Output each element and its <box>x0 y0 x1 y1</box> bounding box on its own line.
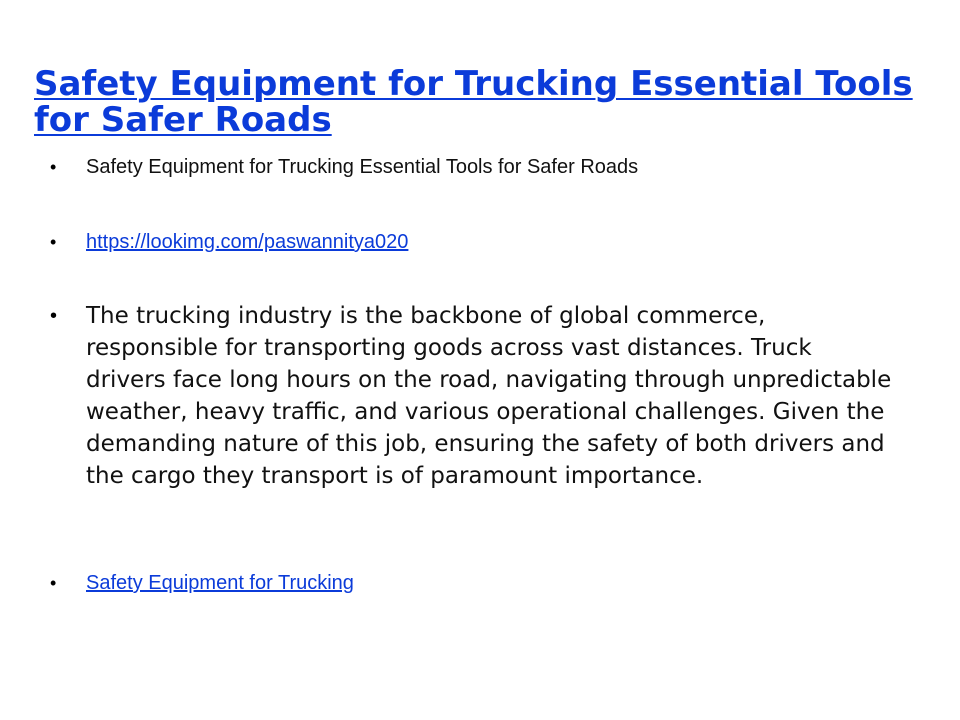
paragraph-text: The trucking industry is the backbone of global commerce, responsible for transporting goods across vast distances. Truck drivers face long hours on the road, navigating through unpredictable weather, heavy traffic, and various operational challenges. Given the demanding nature of this job, ensuring the safety of both drivers and the cargo they transport is of paramount importance. <box>86 303 892 489</box>
bullet-marker: • <box>50 305 58 327</box>
bullet-text: Safety Equipment for Trucking Essential Tools for Safer Roads <box>86 156 639 178</box>
bullet-marker: • <box>50 157 57 177</box>
bullet-marker: • <box>50 573 57 593</box>
bullet-marker: • <box>50 232 57 252</box>
url-link[interactable]: https://lookimg.com/paswannitya020 <box>86 231 409 253</box>
slide-title-link[interactable]: Safety Equipment for Trucking Essential Tools for Safer Roads <box>34 64 913 140</box>
safety-equipment-link[interactable]: Safety Equipment for Trucking <box>86 572 354 594</box>
